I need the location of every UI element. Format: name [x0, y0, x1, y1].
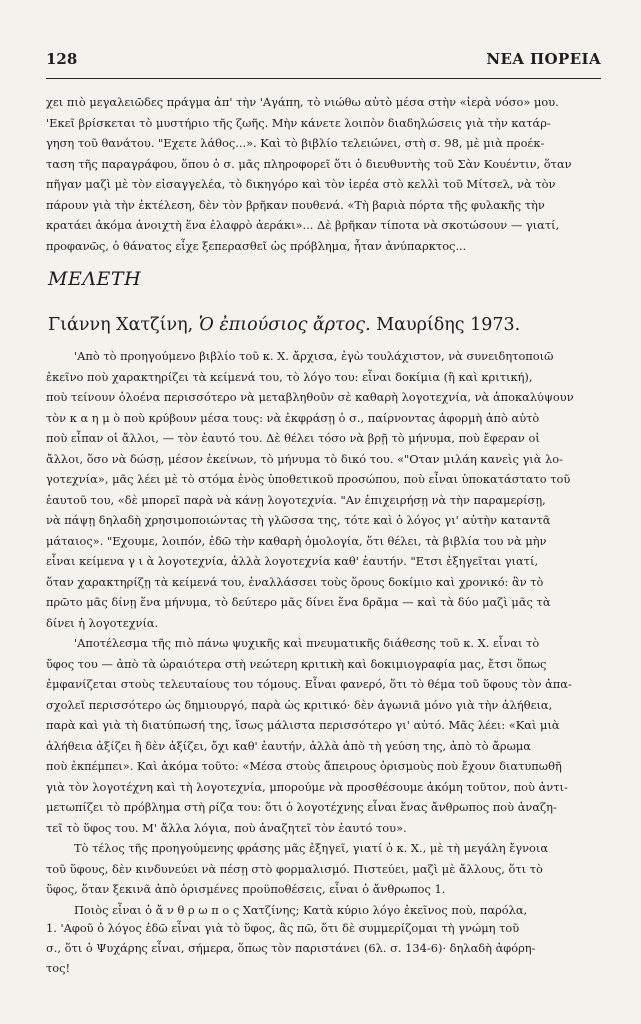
text-line: γοτεχνία», μᾶς λέει μὲ τὸ στόμα ἑνὸς ὑποθετικοῦ προσώπου, ποὺ εἶναι ὑποκατάστατο τοῦ	[46, 472, 571, 486]
text-line: τεῖ τὸ ὕφος του. Μ' ἄλλα λόγια, ποὺ ἀναζητεῖ τὸν ἑαυτό του».	[46, 820, 407, 835]
preceding-article-text	[46, 92, 601, 256]
footnote-line: 1. 'Αφοῦ ὁ λόγος ἐδῶ εἶναι γιὰ τὸ ὕφος, ἂς πῶ, ὅτι δὲ συμμερίζομαι τὴ γνώμη τοῦ	[46, 921, 520, 935]
text-line: Ποιὸς εἶναι ὁ ἄ ν θ ρ ω π ο ς Χατζίνης; Κατὰ κύριο λόγο ἐκεῖνος ποὺ, παρόλα,	[74, 902, 528, 917]
text-line: προφανῶς, ὁ θάνατος εἶχε ξεπερασθεῖ ὡς πρόβλημα, ἦταν ἀνύπαρκτος...	[46, 238, 467, 253]
text-line: πρῶτο μᾶς δίνῃ ἕνα μήνυμα, τὸ δεύτερο μᾶς δίνει ἕνα δρᾶμα — καὶ τὰ δύο μαζὶ μᾶς τὰ	[46, 595, 551, 609]
text-line: ὕφος, ὅταν ξεκινᾶ ἀπὸ ὁρισμένες προϋποθέσεις, εἶναι ὁ ἄνθρωπος 1.	[46, 882, 446, 896]
text-line: ποὺ εἶπαν οἱ ἄλλοι, — τὸν ἑαυτό του. Δὲ θέλει τόσο νὰ βρῇ τὸ μήνυμα, ποὺ ἔφεραν οἱ	[46, 431, 540, 445]
journal-name: ΝΕΑ ΠΟΡΕΙΑ	[486, 50, 601, 68]
section-heading: ΜΕΛΕΤΗ	[48, 268, 142, 290]
text-line: ἐμφανίζεται στοὺς τελευταίους του τόμους. Εἶναι φανερό, ὅτι τὸ θέμα τοῦ ὕφους τὸν ἀπα-	[46, 677, 572, 691]
text-line: ἑαυτοῦ του, «δὲ μπορεῖ παρὰ νὰ κάνῃ λογοτεχνία. "Αν ἐπιχειρήσῃ νὰ τὴν παραμερίσῃ,	[46, 492, 546, 507]
footnote	[46, 918, 601, 978]
review-book-title: Ὁ ἐπιούσιος ἄρτος.	[198, 315, 371, 335]
text-line: 'Αποτέλεσμα τῆς πιὸ πάνω ψυχικῆς καὶ πνευματικῆς διάθεσης τοῦ κ. Χ. εἶναι τὸ	[74, 636, 540, 650]
text-line: εἶναι κείμενα γ ι ὰ λογοτεχνία, ἀλλὰ λογοτεχνία καθ' ἑαυτήν. "Ετσι ἐξηγεῖται γιατί,	[46, 554, 539, 568]
text-line: τοῦ ὕφους, δὲν κινδυνεύει νὰ πέσῃ στὸ φορμαλισμό. Πιστεύει, μαζὶ μὲ ἄλλους, ὅτι τὸ	[46, 861, 543, 876]
text-line: ὕφος του — ἀπὸ τὰ ὡραιότερα στὴ νεώτερη κριτικὴ καὶ δοκιμιογραφία μας, ἔτσι ὅπως	[46, 656, 547, 671]
paragraph	[46, 900, 601, 921]
text-line: ἀλήθεια ἀξίζει ἢ δὲν ἀξίζει, ὄχι καθ' ἑαυτήν, ἀλλὰ ἀπὸ τὴ γεύση της, ἀπὸ τὸ ἄρωμα	[46, 738, 531, 753]
text-line: 'Απὸ τὸ προηγούμενο βιβλίο τοῦ κ. Χ. ἄρχισα, ἐγὼ τουλάχιστον, νὰ συνειδητοποιῶ	[74, 349, 554, 363]
text-line: νὰ πάψῃ δηλαδὴ χρησιμοποιώντας τὴ γλῶσσα της, τότε καὶ ὁ λόγος γι' αὐτὴν καταντᾶ	[46, 513, 551, 527]
text-line: ποὺ ἐκπέμπει». Καὶ ἀκόμα τοῦτο: «Μέσα στοὺς ἄπειρους ὁρισμοὺς ποὺ ἔχουν διατυπωθῆ	[46, 759, 562, 773]
paragraph	[46, 346, 601, 633]
text-line: ἐκεῖνο ποὺ χαρακτηρίζει τὰ κείμενά του, τὸ λόγο του: εἶναι δοκίμια (ἢ καὶ κριτική),	[46, 369, 533, 384]
text-line: τὸν κ α η μ ὸ ποὺ κρύβουν μέσα τους: νὰ ἐκφράσῃ ὁ σ., παίρνοντας ἀφορμὴ ἀπὸ αὐτὸ	[46, 410, 540, 425]
text-line: γηση τοῦ θανάτου. "Εχετε λάθος...». Καὶ τὸ βιβλίο τελειώνει, στὴ σ. 98, μὲ μιὰ προέκ-	[46, 136, 545, 150]
header-rule	[46, 78, 601, 79]
text-line: ποὺ τείνουν ὁλοένα περισσότερο νὰ μεταβληθοῦν σὲ καθαρὴ λογοτεχνία, νὰ ἀποκαλύψουν	[46, 390, 574, 404]
text-line: ἄλλοι, ὅσο νὰ δώσῃ, μέσον ἐκείνων, τὸ μήνυμα τὸ δικό του. «"Οταν μιλάη κανεὶς γιὰ λο-	[46, 451, 564, 466]
page-number: 128	[46, 50, 78, 68]
text-line: πάρουν γιὰ τὴν ἐκτέλεση, δὲν τὸν βρῆκαν πουθενά. «Τὴ βαριὰ πόρτα τῆς φυλακῆς τὴν	[46, 197, 545, 212]
text-line: δίνει ἡ λογοτεχνία.	[46, 615, 159, 630]
text-line: σχολεῖ περισσότερο ὡς δημιουργό, παρὰ ὡς κριτικό· δὲν ἀγωνιᾶ μόνο γιὰ τὴν ἀλήθεια,	[46, 697, 553, 712]
text-line: πῆγαν μαζὶ μὲ τὸν εἰσαγγελέα, τὸ δικηγόρο καὶ τὸν ἱερέα στὸ κελλὶ τοῦ Μίτσελ, νὰ τὸν	[46, 177, 556, 191]
text-line: γιὰ τὸν λογοτέχνη καὶ τὴ λογοτεχνία, μπορούμε νὰ προσθέσουμε ἀκόμη τοῦτον, ποὺ ἀντι-	[46, 779, 568, 794]
text-line: μετωπίζει τὸ πρόβλημα στὴ ρίζα του: ὅτι ὁ λογοτέχνης εἶναι ἕνας ἄνθρωπος ποὺ ἀναζη-	[46, 800, 557, 814]
paragraph	[46, 838, 601, 900]
text-line: παρὰ καὶ γιὰ τὴ διατύπωσή της, ἴσως μάλιστα περισσότερο γι' αὐτό. Μᾶς λέει: «Καὶ μιὰ	[46, 718, 560, 732]
text-line: Τὸ τέλος τῆς προηγούμενης φράσης μᾶς ἐξηγεῖ, γιατί ὁ κ. Χ., μὲ τὴ μεγάλη ἔγνοια	[74, 841, 549, 855]
text-line: μάταιος». "Εχουμε, λοιπόν, ἐδῶ τὴν καθαρὴ ὁμολογία, ὅτι θέλει, τὰ βιβλία του νὰ μὴν	[46, 533, 547, 548]
review-title	[48, 315, 520, 335]
text-line: κρατάει ἀκόμα ἀνοιχτὴ ἕνα ἐλαφρὸ ἀεράκι»... Δὲ βρῆκαν τίποτα νὰ σκοτώσουν — γιατί,	[46, 218, 560, 232]
paragraph	[46, 633, 601, 838]
text-line: ὅταν χαρακτηρίζῃ τὰ κείμενά του, ἐναλλάσσει τοὺς ὅρους δοκίμιο καὶ χρονικό: ἂν τὸ	[46, 574, 544, 589]
footnote-line: σ., ὅτι ὁ Ψυχάρης εἶναι, σήμερα, ὅπως τὸν παριστάνει (6λ. σ. 134-6)· δηλαδὴ ἀφόρη-	[46, 941, 536, 955]
text-line: 'Εκεῖ βρίσκεται τὸ μυστήριο τῆς ζωῆς. Μὴν κάνετε λοιπὸν διαδηλώσεις γιὰ τὴν κατάρ-	[46, 115, 551, 130]
text-line: ταση τῆς παραγράφου, ὅπου ὁ σ. μᾶς πληροφορεῖ ὅτι ὁ διευθυντὴς τοῦ Σὰν Κουέντιν, ὅταν	[46, 156, 572, 171]
review-body	[46, 346, 601, 920]
footnote-line: τος!	[46, 961, 71, 975]
review-publisher-year: Μαυρίδης 1973.	[376, 315, 521, 335]
page-header	[46, 50, 601, 72]
review-author: Γιάννη Χατζίνη,	[48, 315, 194, 335]
text-line: χει πιὸ μεγαλειῶδες πράγμα ἀπ' τὴν 'Αγάπη, τὸ νιώθω αὐτὸ μέσα στὴν «ἱερὰ νόσο» μου.	[46, 95, 559, 109]
